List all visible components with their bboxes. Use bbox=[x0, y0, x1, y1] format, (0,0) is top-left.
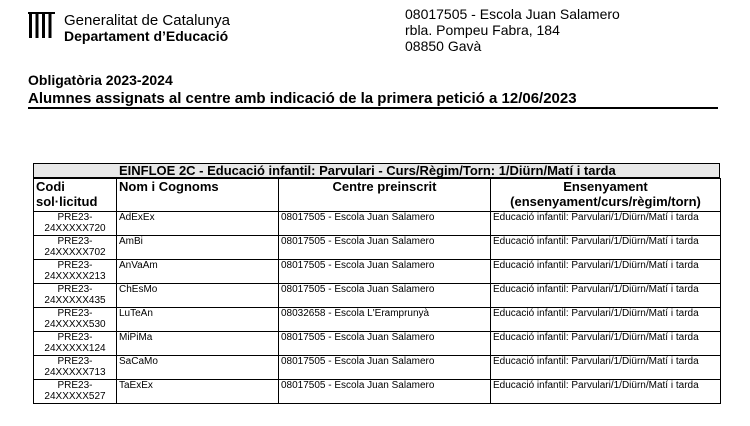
group-header-text: EINFLOE 2C - Educació infantil: Parvulari - Curs/Règim/Torn: 1/Diürn/Matí i tarda bbox=[119, 163, 616, 178]
request-code: PRE23- 24XXXXX213 bbox=[34, 260, 117, 284]
request-code: PRE23- 24XXXXX713 bbox=[34, 356, 117, 380]
preregistered-centre: 08017505 - Escola Juan Salamero bbox=[279, 236, 491, 260]
preregistered-centre: 08032658 - Escola L'Eramprunyà bbox=[279, 308, 491, 332]
table-row bbox=[34, 308, 721, 332]
org-name: Generalitat de Catalunya bbox=[64, 12, 230, 29]
teaching-info: Educació infantil: Parvulari/1/Diürn/Matí i tarda bbox=[491, 356, 721, 380]
students-table bbox=[33, 178, 721, 404]
table-row bbox=[34, 380, 721, 404]
title-underline bbox=[28, 107, 718, 109]
preregistered-centre: 08017505 - Escola Juan Salamero bbox=[279, 356, 491, 380]
preregistered-centre: 08017505 - Escola Juan Salamero bbox=[279, 260, 491, 284]
teaching-info: Educació infantil: Parvulari/1/Diürn/Matí i tarda bbox=[491, 236, 721, 260]
teaching-info: Educació infantil: Parvulari/1/Diürn/Matí i tarda bbox=[491, 260, 721, 284]
teaching-info: Educació infantil: Parvulari/1/Diürn/Matí i tarda bbox=[491, 212, 721, 236]
report-title: Alumnes assignats al centre amb indicació de la primera petició a 12/06/2023 bbox=[28, 90, 577, 107]
table-header-row bbox=[34, 179, 721, 212]
request-code: PRE23- 24XXXXX720 bbox=[34, 212, 117, 236]
school-name: 08017505 - Escola Juan Salamero bbox=[405, 6, 620, 22]
col-header-teaching: Ensenyament (ensenyament/curs/règim/torn) bbox=[491, 179, 721, 212]
table-row bbox=[34, 332, 721, 356]
preregistered-centre: 08017505 - Escola Juan Salamero bbox=[279, 332, 491, 356]
student-name: AnVaAm bbox=[117, 260, 279, 284]
student-name: TaExEx bbox=[117, 380, 279, 404]
request-code: PRE23- 24XXXXX527 bbox=[34, 380, 117, 404]
student-name: MiPiMa bbox=[117, 332, 279, 356]
student-name: LuTeAn bbox=[117, 308, 279, 332]
school-street: rbla. Pompeu Fabra, 184 bbox=[405, 22, 560, 38]
preregistered-centre: 08017505 - Escola Juan Salamero bbox=[279, 380, 491, 404]
teaching-info: Educació infantil: Parvulari/1/Diürn/Matí i tarda bbox=[491, 284, 721, 308]
teaching-info: Educació infantil: Parvulari/1/Diürn/Matí i tarda bbox=[491, 308, 721, 332]
col-header-name: Nom i Cognoms bbox=[117, 179, 279, 212]
student-name: SaCaMo bbox=[117, 356, 279, 380]
request-code: PRE23- 24XXXXX124 bbox=[34, 332, 117, 356]
catalan-flag-icon bbox=[28, 12, 55, 38]
table-row bbox=[34, 356, 721, 380]
table-row bbox=[34, 236, 721, 260]
col-header-centre: Centre preinscrit bbox=[279, 179, 491, 212]
teaching-info: Educació infantil: Parvulari/1/Diürn/Matí i tarda bbox=[491, 332, 721, 356]
request-code: PRE23- 24XXXXX530 bbox=[34, 308, 117, 332]
table-row bbox=[34, 212, 721, 236]
table-row bbox=[34, 260, 721, 284]
request-code: PRE23- 24XXXXX435 bbox=[34, 284, 117, 308]
preregistered-centre: 08017505 - Escola Juan Salamero bbox=[279, 212, 491, 236]
department-name: Departament d’Educació bbox=[64, 28, 229, 44]
table-row bbox=[34, 284, 721, 308]
preregistered-centre: 08017505 - Escola Juan Salamero bbox=[279, 284, 491, 308]
student-name: AmBi bbox=[117, 236, 279, 260]
school-city: 08850 Gavà bbox=[405, 38, 482, 54]
teaching-info: Educació infantil: Parvulari/1/Diürn/Matí i tarda bbox=[491, 380, 721, 404]
student-name: AdExEx bbox=[117, 212, 279, 236]
group-header bbox=[33, 163, 720, 178]
report-year: Obligatòria 2023-2024 bbox=[28, 72, 173, 88]
request-code: PRE23- 24XXXXX702 bbox=[34, 236, 117, 260]
student-name: ChEsMo bbox=[117, 284, 279, 308]
col-header-code: Codi sol·licitud bbox=[34, 179, 117, 212]
